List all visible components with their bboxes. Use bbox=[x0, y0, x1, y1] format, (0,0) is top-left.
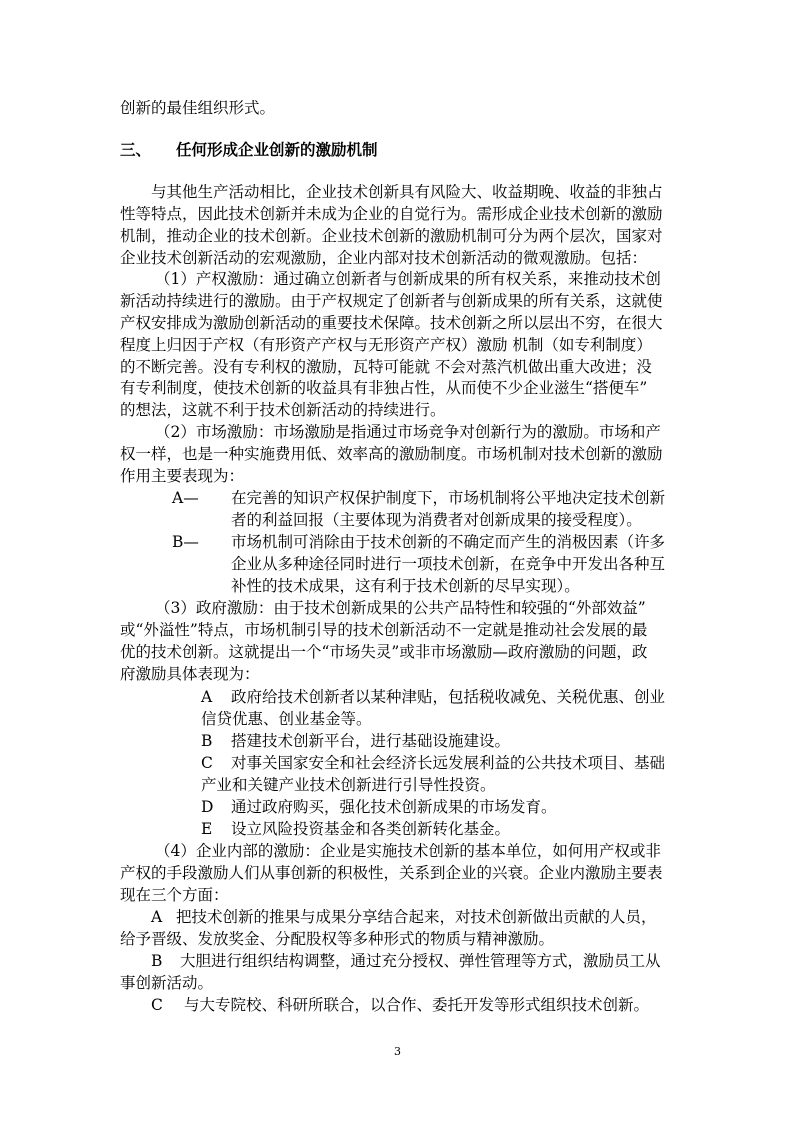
text-line: 或“外溢性”特点，市场机制引导的技术创新活动不一定就是推动社会发展的最 bbox=[120, 621, 648, 639]
text-line: （1）产权激励：通过确立创新者与创新成果的所有权关系，来推动技术创 bbox=[155, 270, 661, 288]
list-item-text: 在完善的知识产权保护制度下，市场机制将公平地决定技术创新 bbox=[231, 489, 666, 507]
list-item-text: 企业从多种途径同时进行一项技术创新，在竞争中开发出各种互 bbox=[231, 555, 666, 573]
list-marker: C bbox=[201, 754, 213, 772]
list-item-text: 者的利益回报（主要体现为消费者对创新成果的接受程度）。 bbox=[231, 511, 642, 529]
list-item-text: 搭建技术创新平台，进行基础设施建设。 bbox=[231, 732, 511, 750]
text-line: 企业技术创新活动的宏观激励，企业内部对技术创新活动的微观激励。包括： bbox=[120, 249, 648, 267]
list-item-text: 通过政府购买，强化技术创新成果的市场发育。 bbox=[231, 798, 557, 816]
text-line: 权一样，也是一种实施费用低、效率高的激励制度。市场机制对技术创新的激励 bbox=[120, 445, 663, 463]
text-line: （3）政府激励：由于技术创新成果的公共产品特性和较强的“外部效益” bbox=[155, 599, 646, 617]
text-line: （2）市场激励：市场激励是指通过市场竞争对创新行为的激励。市场和产 bbox=[155, 423, 661, 441]
text-line: 产权的手段激励人们从事创新的积极性，关系到企业的兴衰。企业内激励主要表 bbox=[120, 864, 663, 882]
list-marker: B bbox=[201, 732, 213, 750]
list-item-text: 产业和关键产业技术创新进行引导性投资。 bbox=[201, 776, 496, 794]
section-heading: 任何形成企业创新的激励机制 bbox=[176, 140, 378, 159]
list-marker: B bbox=[151, 952, 163, 970]
list-marker: E bbox=[201, 820, 213, 838]
list-item-text: 政府给技术创新者以某种津贴，包括税收减免、关税优惠、创业 bbox=[231, 688, 666, 706]
text-line: （4）企业内部的激励：企业是实施技术创新的基本单位，如何用产权或非 bbox=[155, 842, 661, 860]
list-marker: C bbox=[151, 996, 163, 1014]
text-line: 作用主要表现为： bbox=[120, 467, 245, 485]
list-item-text: 把技术创新的推果与成果分享结合起来，对技术创新做出贡献的人员， bbox=[176, 908, 657, 926]
text-line: 的想法，这就不利于技术创新活动的持续进行。 bbox=[120, 401, 446, 419]
list-marker: B— bbox=[172, 533, 199, 551]
list-item-text: 对事关国家安全和社会经济长远发展利益的公共技术项目、基础 bbox=[231, 754, 666, 772]
list-item-text: 与大专院校、科研所联合，以合作、委托开发等形式组织技术创新。 bbox=[184, 996, 650, 1014]
list-item-text: 事创新活动。 bbox=[120, 974, 214, 992]
list-item-text: 给予晋级、发放奖金、分配股权等多种形式的物质与精神激励。 bbox=[120, 930, 555, 948]
page-number: 3 bbox=[394, 1045, 401, 1058]
text-line: 府激励具体表现为： bbox=[120, 665, 260, 683]
list-item-text: 设立风险投资基金和各类创新转化基金。 bbox=[231, 820, 511, 838]
text-line: 与其他生产活动相比，企业技术创新具有风险大、收益期晚、收益的非独占 bbox=[151, 183, 663, 201]
text-line: 的不断完善。没有专利权的激励，瓦特可能就 不会对蒸汽机做出重大改进；没 bbox=[120, 358, 652, 376]
text-line: 机制，推动企业的技术创新。企业技术创新的激励机制可分为两个层次，国家对 bbox=[120, 227, 663, 245]
text-line: 新活动持续进行的激励。由于产权规定了创新者与创新成果的所有关系，这就使 bbox=[120, 292, 663, 310]
list-item-text: 市场机制可消除由于技术创新的不确定而产生的消极因素（许多 bbox=[231, 533, 666, 551]
list-marker: A— bbox=[172, 489, 199, 507]
list-item-text: 补性的技术成果，这有利于技术创新的尽早实现）。 bbox=[231, 577, 580, 595]
text-line: 有专利制度，使技术创新的收益具有非独占性，从而使不少企业滋生“搭便车” bbox=[120, 379, 648, 397]
list-marker: D bbox=[201, 798, 214, 816]
list-item-text: 信贷优惠、创业基金等。 bbox=[201, 710, 372, 728]
text-line: 性等特点，因此技术创新并未成为企业的自觉行为。需形成企业技术创新的激励 bbox=[120, 205, 663, 223]
text-line: 现在三个方面： bbox=[120, 886, 229, 904]
list-marker: A bbox=[201, 688, 213, 706]
text-line: 程度上归因于产权（有形资产产权与无形资产产权）激励 机制（如专利制度） bbox=[120, 336, 652, 354]
list-marker: A bbox=[151, 908, 163, 926]
text-line: 产权安排成为激励创新活动的重要技术保障。技术创新之所以层出不穷，在很大 bbox=[120, 314, 663, 332]
list-item-text: 大胆进行组织结构调整，通过充分授权、弹性管理等方式，激励员工从 bbox=[180, 952, 661, 970]
text-line: 创新的最佳组织形式。 bbox=[120, 99, 276, 117]
text-line: 优的技术创新。这就提出一个“市场失灵”或非市场激励—政府激励的问题，政 bbox=[120, 643, 648, 661]
section-number: 三、 bbox=[120, 140, 152, 159]
